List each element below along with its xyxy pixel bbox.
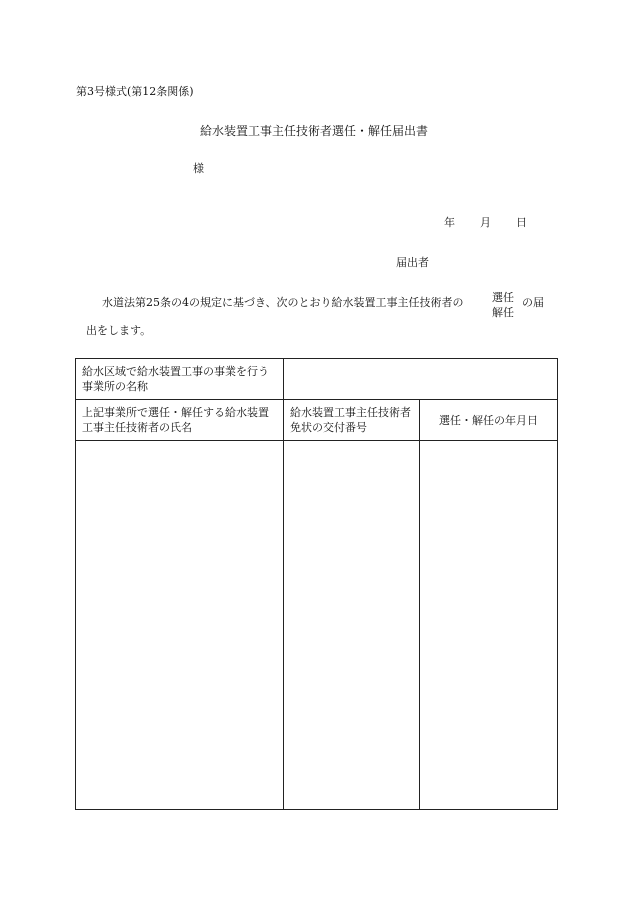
appointment-date-header: 選任・解任の年月日 (420, 400, 558, 441)
body-text-line2: 出をします。 (86, 324, 152, 337)
body-text-line1: 水道法第25条の4の規定に基づき、次のとおり給水装置工事主任技術者の (102, 296, 464, 309)
notifier-label: 届出者 (396, 256, 429, 269)
technician-name-cell[interactable] (76, 441, 284, 810)
table-row-entries (76, 441, 558, 810)
form-number: 第3号様式(第12条関係) (76, 85, 194, 98)
choice-dismiss: 解任 (492, 306, 514, 319)
date-month-label: 月 (480, 216, 491, 229)
document-title: 給水装置工事主任技術者選任・解任届出書 (200, 124, 429, 138)
notification-table (75, 358, 558, 810)
technician-name-header: 上記事業所で選任・解任する給水装置工事主任技術者の氏名 (76, 400, 284, 441)
choice-appoint: 選任 (492, 291, 514, 304)
table-row-headers (76, 400, 558, 441)
addressee-suffix: 様 (193, 162, 204, 175)
license-number-header: 給水装置工事主任技術者免状の交付番号 (284, 400, 420, 441)
date-year-label: 年 (444, 216, 455, 229)
appointment-choice (492, 290, 514, 320)
body-text-tail: の届 (522, 296, 544, 309)
table-row-office (76, 359, 558, 400)
license-number-cell[interactable] (284, 441, 420, 810)
date-day-label: 日 (516, 216, 527, 229)
appointment-date-cell[interactable] (420, 441, 558, 810)
office-name-cell[interactable] (284, 359, 558, 400)
office-name-label: 給水区域で給水装置工事の事業を行う事業所の名称 (76, 359, 284, 400)
